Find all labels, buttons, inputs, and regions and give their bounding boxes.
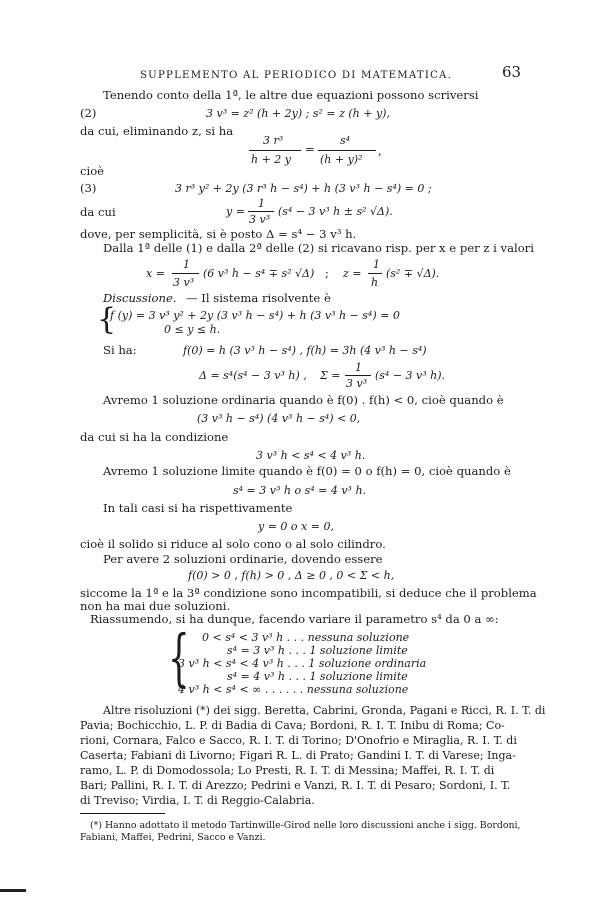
text-line: — Il sistema risolvente è (186, 291, 331, 305)
equation-lhs: z = (343, 267, 362, 280)
fraction-bar (248, 211, 274, 212)
solvers-line: rioni, Cornara, Falco e Sacco, R. I. T. di Torino; D'Onofrio e Miraglia, R. I. T. di (80, 734, 517, 747)
case-row: s⁴ = 3 v³ h . . . 1 soluzione limite (227, 644, 408, 657)
equation-rhs: (s² ∓ √Δ). (386, 267, 440, 280)
fraction-numerator: 1 (355, 361, 362, 374)
footnote-line: (*) Hanno adottato il metodo Tartinwille-Girod nelle loro discussioni anche i sigg. Bordoni, (90, 820, 521, 831)
text-line: Tenendo conto della 1ª, le altre due equazioni possono scriversi (103, 88, 479, 102)
footnote-line: Fabiani, Maffei, Pedrini, Sacco e Vanzi. (80, 832, 266, 843)
cases-brace: { (168, 621, 190, 694)
punctuation: ; (325, 266, 329, 280)
text-line: Dalla 1ª delle (1) e dalla 2ª delle (2) si ricavano risp. per x e per z i valori (103, 241, 534, 255)
solvers-line: Altre risoluzioni (*) dei sigg. Beretta, Cabrini, Gronda, Pagani e Ricci, R. I. T. di (103, 704, 546, 717)
fraction-bar (368, 273, 382, 274)
solvers-line: Pavia; Bochicchio, L. P. di Badia di Cava; Bordoni, R. I. T. Inibu di Roma; Co- (80, 719, 505, 732)
text-line: Riassumendo, si ha dunque, facendo variare il parametro s⁴ da 0 a ∞: (90, 612, 499, 626)
text-line: siccome la 1ª e la 3ª condizione sono incompatibili, si deduce che il problema (80, 586, 537, 600)
text-line: da cui si ha la condizione (80, 430, 229, 444)
text-line: Avremo 1 soluzione limite quando è f(0) = 0 o f(h) = 0, cioè quando è (103, 464, 511, 478)
text-line: cioè (80, 164, 105, 178)
equation: y = 0 o x = 0, (258, 520, 334, 533)
equation-rhs: (s⁴ − 3 v³ h). (375, 369, 446, 382)
fraction-denominator: (h + y)² (320, 153, 363, 166)
fraction-numerator: 1 (183, 258, 190, 271)
solvers-line: Bari; Pallini, R. I. T. di Arezzo; Pedrini e Vanzi, R. I. T. di Pesaro; Sordoni, I. T. (80, 779, 511, 792)
text-line: cioè il solido si riduce al solo cono o al solo cilindro. (80, 537, 386, 551)
scan-edge-mark (0, 889, 26, 892)
solvers-line: Caserta; Fabiani di Livorno; Figari R. L. di Prato; Gandini I. T. di Varese; Inga- (80, 749, 516, 762)
equation-delta: Δ = s⁴(s⁴ − 3 v³ h) , (199, 369, 307, 382)
equation-tag: (3) (80, 181, 97, 195)
fraction-numerator: 1 (373, 258, 380, 271)
section-label: Discussione. (103, 291, 177, 305)
equals-sign: = (305, 142, 315, 156)
fraction-bar (249, 150, 301, 151)
text-line: Per avere 2 soluzioni ordinarie, dovendo essere (103, 552, 383, 566)
fraction-numerator: s⁴ (340, 134, 351, 147)
case-row: 4 v³ h < s⁴ < ∞ . . . . . . nessuna soluzione (178, 683, 409, 696)
fraction-denominator: h (371, 276, 379, 289)
equation-lhs: x = (146, 267, 165, 280)
equation-rhs: (s⁴ − 3 v³ h ± s² √Δ). (278, 205, 393, 218)
fraction-denominator: 3 v³ (173, 276, 195, 289)
solvers-line: di Treviso; Virdia, I. T. di Reggio-Calabria. (80, 794, 315, 807)
equation: (3 v³ h − s⁴) (4 v³ h − s⁴) < 0, (197, 412, 361, 425)
equation-rhs: (6 v³ h − s⁴ ∓ s² √Δ) (203, 267, 315, 280)
equation-2: 3 v³ = z² (h + 2y) ; s² = z (h + y), (206, 107, 390, 120)
running-title: SUPPLEMENTO AL PERIODICO DI MATEMATICA. (140, 70, 453, 81)
fraction-denominator: 3 v³ (346, 377, 368, 390)
fraction-bar (318, 150, 376, 151)
text-line: non ha mai due soluzioni. (80, 599, 231, 613)
system-condition: 0 ≤ y ≤ h. (164, 323, 221, 336)
text-line: da cui (80, 205, 116, 219)
system-equation: f (y) = 3 v³ y² + 2y (3 v³ h − s⁴) + h (3 v³ h − s⁴) = 0 (110, 309, 400, 322)
equation: f(0) > 0 , f(h) > 0 , Δ ≥ 0 , 0 < Σ < h, (188, 569, 395, 582)
equation: 3 v³ h < s⁴ < 4 v³ h. (256, 449, 366, 462)
case-row: s⁴ = 4 v³ h . . . 1 soluzione limite (227, 670, 408, 683)
system-brace: { (97, 302, 117, 337)
fraction-bar (345, 375, 371, 376)
equation-lhs: y = (226, 205, 245, 218)
fraction-numerator: 3 r³ (263, 134, 284, 147)
text-line: In tali casi si ha rispettivamente (103, 501, 293, 515)
case-row: 0 < s⁴ < 3 v³ h . . . nessuna soluzione (202, 631, 410, 644)
footnote-rule (80, 813, 165, 814)
equation-values: f(0) = h (3 v³ h − s⁴) , f(h) = 3h (4 v³ h − s⁴) (183, 344, 427, 357)
punctuation: , (378, 144, 382, 158)
equation-lhs: Σ = (320, 369, 341, 382)
fraction-denominator: 3 v³ (249, 213, 271, 226)
text-line: dove, per semplicità, si è posto Δ = s⁴ − 3 v³ h. (80, 227, 357, 241)
fraction-bar (172, 273, 199, 274)
equation-tag: (2) (80, 106, 97, 120)
text-line: Avremo 1 soluzione ordinaria quando è f(0) . f(h) < 0, cioè quando è (103, 393, 504, 407)
fraction-numerator: 1 (258, 197, 265, 210)
solvers-line: ramo, L. P. di Domodossola; Lo Presti, R. I. T. di Messina; Maffei, R. I. T. di (80, 764, 495, 777)
case-row: 3 v³ h < s⁴ < 4 v³ h . . . 1 soluzione ordinaria (178, 657, 427, 670)
text-line: da cui, eliminando z, si ha (80, 124, 234, 138)
text-line: Si ha: (103, 343, 137, 357)
fraction-denominator: h + 2 y (251, 153, 292, 166)
equation-3: 3 r³ y² + 2y (3 r³ h − s⁴) + h (3 v³ h − s⁴) = 0 ; (175, 182, 432, 195)
page-number: 63 (502, 63, 522, 81)
equation: s⁴ = 3 v³ h o s⁴ = 4 v³ h. (233, 484, 367, 497)
